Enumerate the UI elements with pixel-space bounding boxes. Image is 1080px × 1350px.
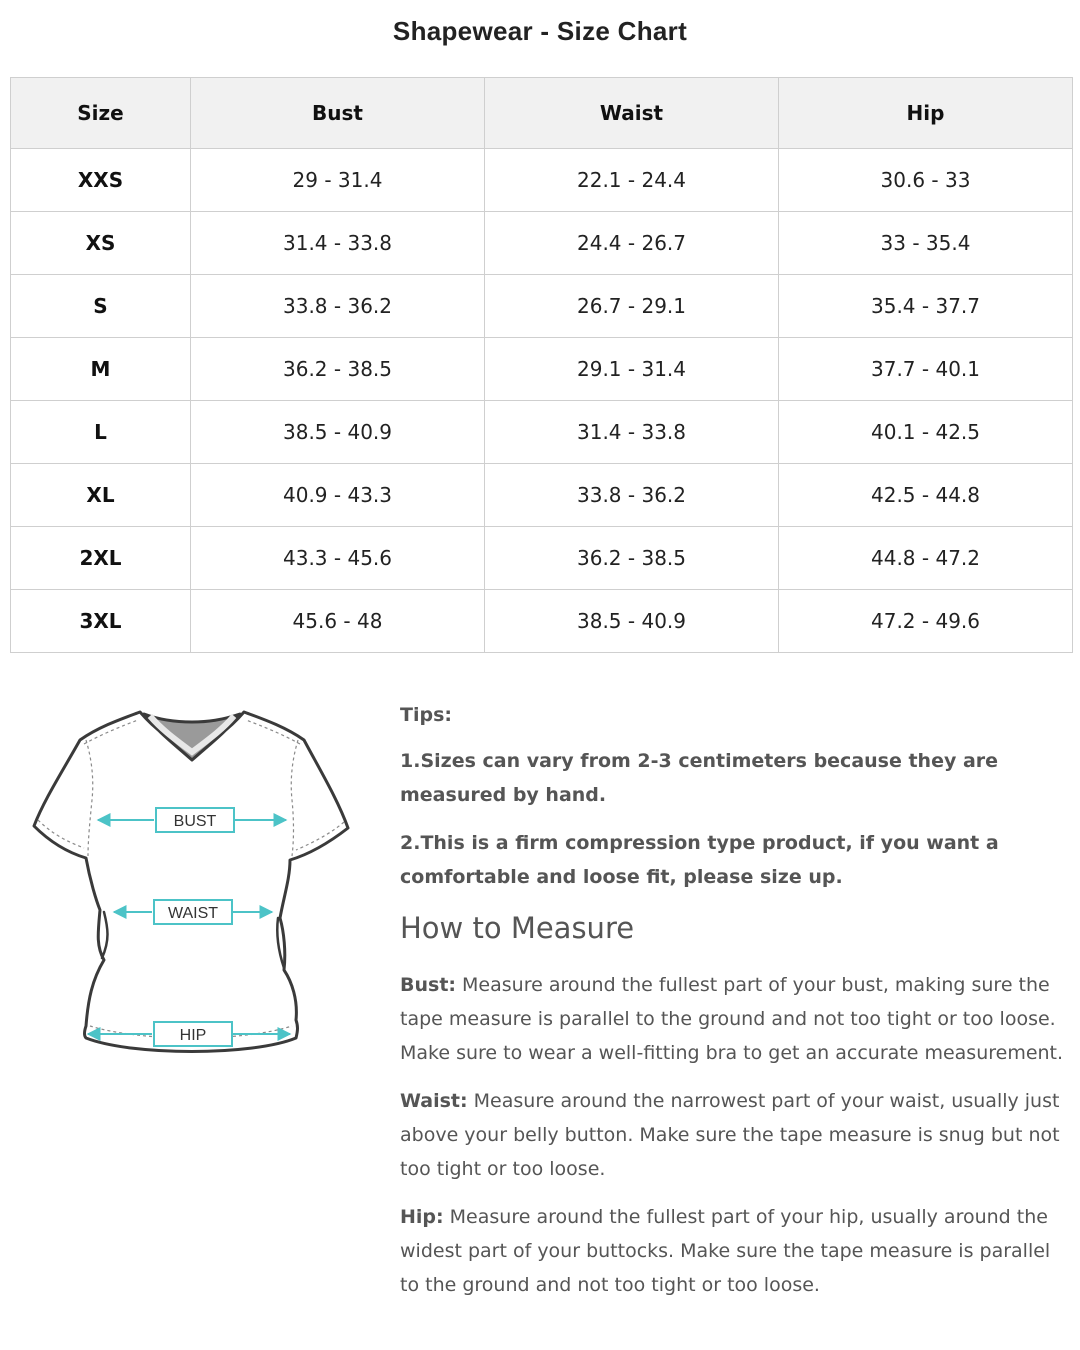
table-row xyxy=(11,212,1073,275)
bust-instruction xyxy=(400,968,1072,1070)
table-row xyxy=(11,590,1073,653)
header-waist: Waist xyxy=(485,78,779,149)
waist-instruction xyxy=(400,1084,1072,1186)
hip-cell: 40.1 - 42.5 xyxy=(779,401,1073,464)
hip-cell: 30.6 - 33 xyxy=(779,149,1073,212)
how-to-measure-title: How to Measure xyxy=(400,911,635,945)
tshirt-icon xyxy=(34,712,348,1052)
size-cell: S xyxy=(11,275,191,338)
waist-cell: 33.8 - 36.2 xyxy=(485,464,779,527)
waist-cell: 38.5 - 40.9 xyxy=(485,590,779,653)
size-cell: 3XL xyxy=(11,590,191,653)
size-cell: 2XL xyxy=(11,527,191,590)
header-hip: Hip xyxy=(779,78,1073,149)
waist-label: WAIST xyxy=(167,905,219,922)
tshirt-measurement-diagram xyxy=(22,700,362,1070)
hip-instruction-text: Measure around the fullest part of your hip, usually around the widest part of your buttocks. Make sure the tape measure is parallel to the ground and not too tight or too loose. xyxy=(400,1206,1051,1296)
hip-cell: 44.8 - 47.2 xyxy=(779,527,1073,590)
hip-cell: 42.5 - 44.8 xyxy=(779,464,1073,527)
hip-cell: 35.4 - 37.7 xyxy=(779,275,1073,338)
table-row xyxy=(11,338,1073,401)
waist-instruction-text: Measure around the narrowest part of your waist, usually just above your belly button. Make sure the tape measure is snug but not too tight or too loose. xyxy=(400,1090,1060,1180)
hip-cell: 47.2 - 49.6 xyxy=(779,590,1073,653)
header-bust: Bust xyxy=(191,78,485,149)
waist-cell: 29.1 - 31.4 xyxy=(485,338,779,401)
hip-cell: 33 - 35.4 xyxy=(779,212,1073,275)
size-cell: L xyxy=(11,401,191,464)
info-panel xyxy=(400,700,1072,1316)
header-size: Size xyxy=(11,78,191,149)
size-chart-table xyxy=(10,77,1073,653)
tip-item: 2.This is a firm compression type product, if you want a comfortable and loose fit, please size up. xyxy=(400,832,999,888)
hip-cell: 37.7 - 40.1 xyxy=(779,338,1073,401)
bust-cell: 33.8 - 36.2 xyxy=(191,275,485,338)
size-cell: M xyxy=(11,338,191,401)
bust-label: BUST xyxy=(173,813,217,830)
size-cell: XS xyxy=(11,212,191,275)
table-header-row xyxy=(11,78,1073,149)
waist-label-box xyxy=(154,900,232,924)
table-row xyxy=(11,275,1073,338)
bust-cell: 36.2 - 38.5 xyxy=(191,338,485,401)
waist-cell: 31.4 - 33.8 xyxy=(485,401,779,464)
bust-label-box xyxy=(156,808,234,832)
hip-label: HIP xyxy=(179,1027,207,1044)
tips-title: Tips: xyxy=(400,704,452,726)
waist-cell: 24.4 - 26.7 xyxy=(485,212,779,275)
bust-cell: 31.4 - 33.8 xyxy=(191,212,485,275)
bust-instruction-label: Bust: xyxy=(400,974,456,996)
waist-cell: 22.1 - 24.4 xyxy=(485,149,779,212)
bust-cell: 43.3 - 45.6 xyxy=(191,527,485,590)
waist-instruction-label: Waist: xyxy=(400,1090,468,1112)
table-row xyxy=(11,401,1073,464)
size-cell: XXS xyxy=(11,149,191,212)
bust-cell: 45.6 - 48 xyxy=(191,590,485,653)
page-title: Shapewear - Size Chart xyxy=(392,16,688,46)
bust-instruction-text: Measure around the fullest part of your bust, making sure the tape measure is parallel to the ground and not too tight or too loose. Make sure to wear a well-fitting bra to get an accurate measurement. xyxy=(400,974,1064,1064)
size-cell: XL xyxy=(11,464,191,527)
table-row xyxy=(11,527,1073,590)
bust-cell: 29 - 31.4 xyxy=(191,149,485,212)
bust-cell: 40.9 - 43.3 xyxy=(191,464,485,527)
table-row xyxy=(11,149,1073,212)
waist-cell: 36.2 - 38.5 xyxy=(485,527,779,590)
hip-instruction-label: Hip: xyxy=(400,1206,444,1228)
tip-item: 1.Sizes can vary from 2-3 centimeters because they are measured by hand. xyxy=(400,750,999,806)
hip-label-box xyxy=(154,1022,232,1046)
table-row xyxy=(11,464,1073,527)
bust-cell: 38.5 - 40.9 xyxy=(191,401,485,464)
waist-cell: 26.7 - 29.1 xyxy=(485,275,779,338)
hip-instruction xyxy=(400,1200,1072,1302)
